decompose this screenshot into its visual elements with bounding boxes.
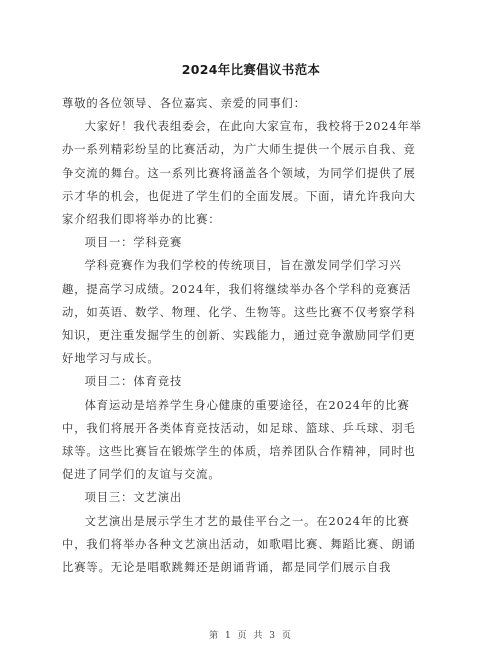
item1-heading: 项目一：学科竞赛 [84, 236, 183, 250]
item2-body: 体育运动是培养学生身心健康的重要途径，在2024年的比赛中，我们将展开各类体育竞技活动，如足球、篮球、乒乓球、羽毛球等。这些比赛旨在锻炼学生的体质，培养团队合作精神，同时也促进了同学们的友谊与交流。 [62, 398, 416, 482]
paragraph-intro: 大家好！我代表组委会，在此向大家宣布，我校将于2024年举办一系列精彩纷呈的比赛活动，为广大师生提供一个展示自我、竞争交流的舞台。这一系列比赛将涵盖各个领域，为同学们提供了展示才华的机会，也促进了学生们的全面发展。下面，请允许我向大家介绍我们即将举办的比赛： [62, 120, 422, 227]
document-title: 2024年比赛倡议书范本 [181, 62, 321, 77]
item1-body: 学科竞赛作为我们学校的传统项目，旨在激发同学们学习兴趣，提高学习成绩。2024年，我们将继续举办各个学科的竞赛活动，如英语、数学、物理、化学、生物等。这些比赛不仅考察学科知识，更注重发掘学生的创新、实践能力，通过竞争激励同学们更好地学习与成长。 [62, 259, 416, 366]
page-number-footer: 第 1 页 共 3 页 [209, 631, 293, 641]
document-body [62, 92, 422, 579]
item3-body: 文艺演出是展示学生才艺的最佳平台之一。在2024年的比赛中，我们将举办各种文艺演出活动，如歌唱比赛、舞蹈比赛、朗诵比赛等。无论是唱歌跳舞还是朗诵背诵，都是同学们展示自我 [62, 514, 416, 575]
item3-heading: 项目三：文艺演出 [84, 491, 183, 505]
greeting: 尊敬的各位领导、各位嘉宾、亲爱的同事们： [62, 97, 306, 110]
item2-heading: 项目二：体育竞技 [84, 375, 183, 389]
